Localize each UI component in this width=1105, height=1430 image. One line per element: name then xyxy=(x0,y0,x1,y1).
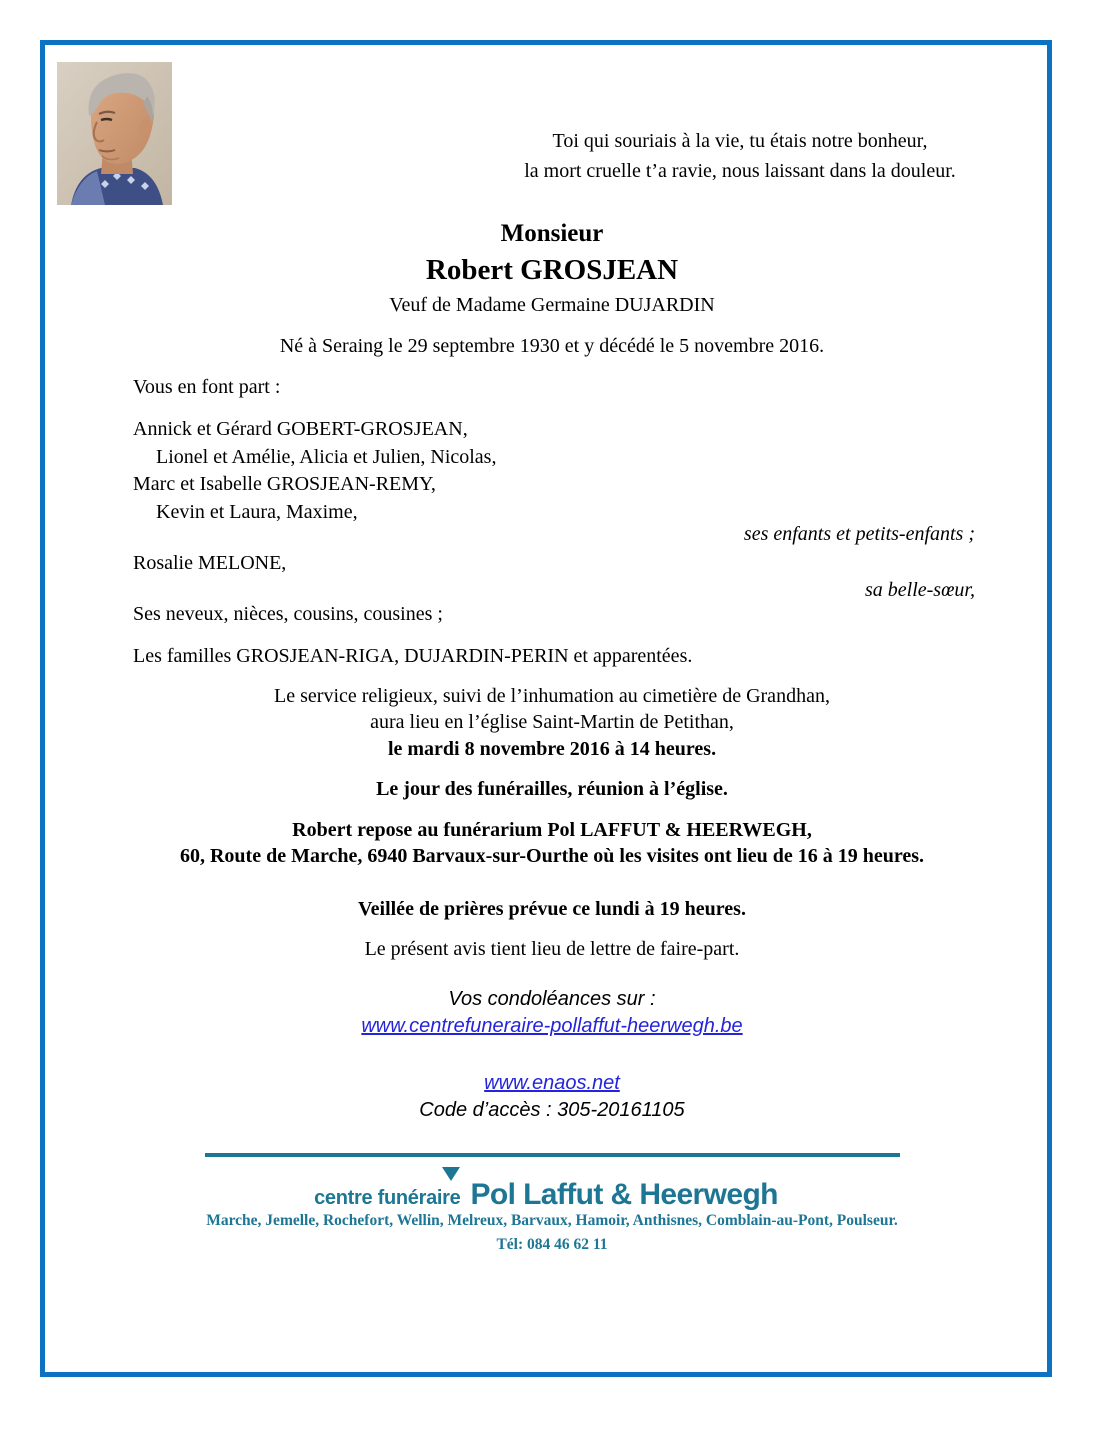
funeral-meeting-line: Le jour des funérailles, réunion à l’église. xyxy=(376,778,728,800)
service-date: le mardi 8 novembre 2016 à 14 heures. xyxy=(387,738,717,760)
life-dates: Né à Seraing le 29 septembre 1930 et y décédé le 5 novembre 2016. xyxy=(279,335,825,357)
family-line: Lionel et Amélie, Alicia et Julien, Nicolas, xyxy=(156,446,497,468)
family-line: Ses neveux, nièces, cousins, cousines ; xyxy=(133,603,443,625)
portrait-photo xyxy=(57,62,172,205)
family-line: Marc et Isabelle GROSJEAN-REMY, xyxy=(133,473,436,495)
brand-name: Pol Laffut & Heerwegh xyxy=(470,1178,778,1211)
service-line: aura lieu en l’église Saint-Martin de Petithan, xyxy=(370,711,734,733)
enaos-website-link[interactable]: www.enaos.net xyxy=(484,1072,620,1094)
announcement-intro: Vous en font part : xyxy=(133,376,281,398)
family-line: Annick et Gérard GOBERT-GROSJEAN, xyxy=(133,418,468,440)
family-line: Kevin et Laura, Maxime, xyxy=(156,501,358,523)
family-line: Les familles GROSJEAN-RIGA, DUJARDIN-PERIN et apparentées. xyxy=(133,645,693,667)
service-line: Le service religieux, suivi de l’inhumation au cimetière de Grandhan, xyxy=(274,685,830,707)
vigil-line: Veillée de prières prévue ce lundi à 19 heures. xyxy=(358,898,746,920)
funeral-home-phone: Tél: 084 46 62 11 xyxy=(496,1236,608,1253)
family-line: Rosalie MELONE, xyxy=(133,552,287,574)
condolences-website-link[interactable]: www.centrefuneraire-pollaffut-heerwegh.be xyxy=(361,1015,743,1037)
brand-prefix: centre funéraire xyxy=(314,1187,461,1209)
footer-divider xyxy=(205,1153,900,1157)
epigraph xyxy=(460,126,1020,186)
funerarium-line: Robert repose au funérarium Pol LAFFUT & HEERWEGH, xyxy=(292,819,812,841)
access-code: Code d’accès : 305-20161105 xyxy=(419,1099,685,1121)
condolences-label: Vos condoléances sur : xyxy=(448,988,656,1010)
widower-line: Veuf de Madame Germaine DUJARDIN xyxy=(389,294,715,316)
relation-children: ses enfants et petits-enfants ; xyxy=(743,523,975,545)
epigraph-line2: la mort cruelle t’a ravie, nous laissant dans la douleur. xyxy=(524,160,956,182)
notice-line: Le présent avis tient lieu de lettre de faire-part. xyxy=(364,938,740,960)
funeral-home-locations: Marche, Jemelle, Rochefort, Wellin, Melreux, Barvaux, Hamoir, Anthisnes, Comblain-au-Pont, Poulseur. xyxy=(206,1212,898,1229)
funeral-home-logo xyxy=(40,1178,1052,1212)
relation-sister-in-law: sa belle-sœur, xyxy=(865,579,975,601)
funerarium-address: 60, Route de Marche, 6940 Barvaux-sur-Ourthe où les visites ont lieu de 16 à 19 heures. xyxy=(179,845,925,867)
deceased-name: Robert GROSJEAN xyxy=(425,254,679,286)
deceased-title: Monsieur xyxy=(500,220,604,247)
epigraph-line1: Toi qui souriais à la vie, tu étais notre bonheur, xyxy=(552,130,928,152)
